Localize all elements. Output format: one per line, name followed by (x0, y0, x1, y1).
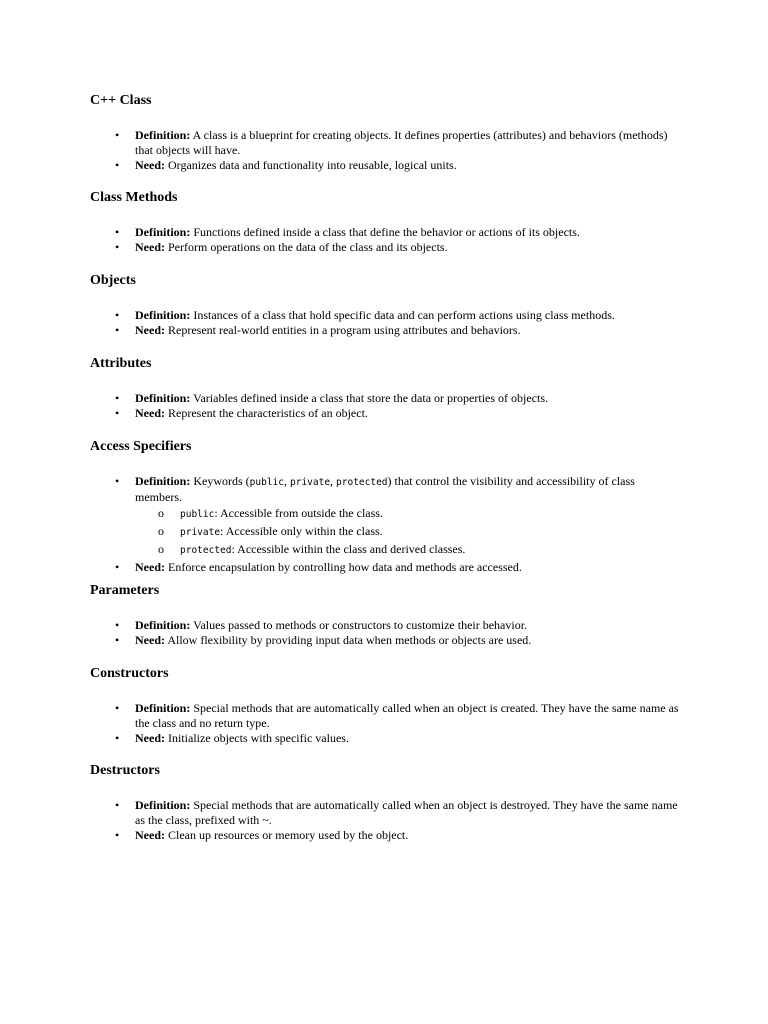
section-heading: C++ Class (90, 93, 152, 108)
list-item-definition (90, 798, 680, 828)
list-item-need (90, 406, 680, 421)
hollow-bullet-icon: o (158, 542, 164, 556)
bullet-icon: • (115, 474, 120, 488)
sub-bullet-list (135, 505, 680, 559)
section-heading: Destructors (90, 763, 160, 778)
hollow-bullet-icon: o (158, 506, 164, 520)
need-text: Organizes data and functionality into reusable, logical units. (165, 158, 457, 172)
bullet-icon: • (115, 406, 120, 420)
keyword-protected: protected (336, 477, 388, 488)
section-constructors (90, 666, 690, 746)
need-label: Need: (135, 158, 165, 172)
section-access-specifiers (90, 439, 690, 575)
bullet-icon: • (115, 308, 120, 322)
section-heading: Objects (90, 273, 136, 288)
list-item-definition (90, 474, 680, 559)
list-item-need (90, 323, 680, 338)
need-text: Represent the characteristics of an object. (165, 406, 368, 420)
list-item-need (90, 158, 680, 173)
need-text: Clean up resources or memory used by the object. (165, 828, 409, 842)
bullet-list (90, 225, 690, 255)
list-item-need (90, 560, 680, 575)
definition-label: Definition: (135, 618, 191, 632)
keyword-code: private (180, 527, 221, 538)
definition-text: Special methods that are automatically called when an object is destroyed. They have the same name as the class, prefixed with ~. (135, 798, 678, 827)
bullet-list (90, 474, 690, 575)
bullet-icon: • (115, 158, 120, 172)
bullet-list (90, 798, 690, 843)
bullet-list (90, 308, 690, 338)
bullet-icon: • (115, 633, 120, 647)
keyword-code: protected (180, 545, 232, 556)
definition-text: A class is a blueprint for creating objects. It defines properties (attributes) and behaviors (methods) that objects will have. (135, 128, 668, 157)
sub-item-text: : Accessible from outside the class. (214, 506, 383, 520)
bullet-icon: • (115, 240, 120, 254)
definition-text: Instances of a class that hold specific data and can perform actions using class methods. (190, 308, 615, 322)
list-item-need (90, 731, 680, 746)
list-item-definition (90, 701, 680, 731)
section-parameters (90, 583, 690, 648)
sub-list-item (135, 541, 680, 559)
definition-text: Special methods that are automatically called when an object is created. They have the same name as the class and no return type. (135, 701, 679, 730)
bullet-icon: • (115, 731, 120, 745)
list-item-definition (90, 308, 680, 323)
separator: , (330, 474, 337, 488)
definition-text: Values passed to methods or constructors to customize their behavior. (190, 618, 528, 632)
bullet-list (90, 391, 690, 421)
sub-item-text: : Accessible only within the class. (220, 524, 383, 538)
list-item-need (90, 828, 680, 843)
section-heading: Attributes (90, 356, 152, 371)
bullet-list (90, 618, 690, 648)
bullet-icon: • (115, 618, 120, 632)
section-heading: Parameters (90, 583, 160, 598)
bullet-icon: • (115, 701, 120, 715)
definition-label: Definition: (135, 128, 191, 142)
need-text: Perform operations on the data of the class and its objects. (165, 240, 448, 254)
bullet-icon: • (115, 798, 120, 812)
section-heading: Access Specifiers (90, 439, 192, 454)
list-item-definition (90, 225, 680, 240)
need-label: Need: (135, 633, 165, 647)
definition-label: Definition: (135, 701, 191, 715)
need-label: Need: (135, 560, 165, 574)
list-item-definition (90, 618, 680, 633)
need-text: Enforce encapsulation by controlling how data and methods are accessed. (165, 560, 522, 574)
keyword-public: public (249, 477, 284, 488)
bullet-icon: • (115, 323, 120, 337)
bullet-icon: • (115, 391, 120, 405)
section-class-methods (90, 190, 690, 255)
definition-label: Definition: (135, 798, 191, 812)
separator: , (284, 474, 290, 488)
bullet-icon: • (115, 560, 120, 574)
bullet-icon: • (115, 225, 120, 239)
keyword-private: private (290, 477, 331, 488)
need-text: Allow flexibility by providing input data when methods or objects are used. (165, 633, 532, 647)
definition-text-start: Keywords ( (190, 474, 250, 488)
sub-item-text: : Accessible within the class and derived classes. (231, 542, 466, 556)
list-item-need (90, 633, 680, 648)
need-label: Need: (135, 240, 165, 254)
bullet-list (90, 701, 690, 746)
definition-text: Variables defined inside a class that store the data or properties of objects. (190, 391, 549, 405)
hollow-bullet-icon: o (158, 524, 164, 538)
list-item-definition (90, 128, 680, 158)
need-label: Need: (135, 323, 165, 337)
definition-label: Definition: (135, 225, 191, 239)
definition-label: Definition: (135, 474, 191, 488)
section-cpp-class (90, 93, 690, 173)
sub-list-item (135, 505, 680, 523)
section-heading: Class Methods (90, 190, 178, 205)
need-text: Initialize objects with specific values. (165, 731, 349, 745)
section-destructors (90, 763, 690, 843)
keyword-code: public (180, 509, 215, 520)
bullet-icon: • (115, 128, 120, 142)
list-item-need (90, 240, 680, 255)
list-item-definition (90, 391, 680, 406)
definition-text: Functions defined inside a class that define the behavior or actions of its objects. (190, 225, 580, 239)
need-label: Need: (135, 828, 165, 842)
bullet-list (90, 128, 690, 173)
section-heading: Constructors (90, 666, 169, 681)
definition-label: Definition: (135, 391, 191, 405)
section-attributes (90, 356, 690, 421)
definition-text-end: ) that control the visibility and accessibility of class members. (135, 474, 635, 504)
definition-label: Definition: (135, 308, 191, 322)
sub-list-item (135, 523, 680, 541)
need-text: Represent real-world entities in a program using attributes and behaviors. (165, 323, 521, 337)
bullet-icon: • (115, 828, 120, 842)
need-label: Need: (135, 731, 165, 745)
need-label: Need: (135, 406, 165, 420)
section-objects (90, 273, 690, 338)
